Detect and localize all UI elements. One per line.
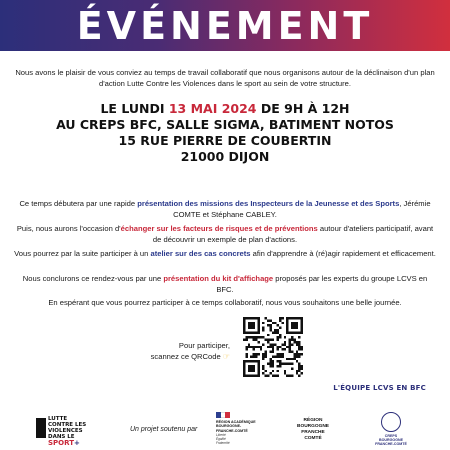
event-details: [0, 101, 450, 165]
french-flag-icon: [216, 412, 230, 418]
rep-motto2: Égalité: [216, 437, 226, 442]
creps-logo: [364, 412, 418, 447]
lcvs-logo-line2: CONTRE LES VIOLENCES: [48, 422, 87, 434]
rep-line2: BOURGOGNE-: [216, 424, 242, 429]
rep-line1: RÉGION ACADÉMIQUE: [216, 420, 256, 424]
header-banner: [0, 0, 450, 51]
event-venue: AU CREPS BFC, SALLE SIGMA, BATIMENT NOTOS: [56, 117, 394, 132]
paragraph-missions: [14, 199, 436, 220]
qr-code[interactable]: [243, 317, 303, 377]
paragraph-workshop-before: Vous pourrez par la suite participer à un: [14, 249, 151, 258]
paragraph-closing: En espérant que vous pourrez participer à ce temps collaboratif, nous vous souhaitons une belle journée.: [48, 298, 402, 307]
region-line1: RÉGION: [303, 418, 323, 423]
event-time: 9H À 12H: [284, 101, 350, 116]
event-date-mid: DE: [256, 101, 285, 116]
lcvs-logo-line3: DANS LE: [48, 434, 75, 440]
participate-line2-text: scannez ce QRCode: [150, 352, 221, 361]
paragraph-missions-highlight: présentation des missions des Inspecteurs de la Jeunesse et des Sports: [137, 199, 400, 208]
banner-title: ÉVÉNEMENT: [76, 3, 374, 48]
region-line3: FRANCHE: [301, 430, 325, 435]
lcvs-logo-sport: SPORT: [48, 439, 74, 447]
paragraph-workshop: [14, 249, 436, 260]
event-date: 13 MAI 2024: [168, 101, 257, 116]
paragraph-missions-after: , Jérémie COMTE et Stéphane CABLEY.: [173, 199, 431, 219]
region-line4: COMTÉ: [304, 436, 322, 441]
team-signature: L'ÉQUIPE LCVS EN BFC: [333, 384, 426, 392]
rep-motto1: Liberté: [216, 433, 226, 438]
paragraph-missions-before: Ce temps débutera par une rapide: [19, 199, 138, 208]
paragraph-kit-after: proposés par les experts du groupe LCVS en BFC.: [216, 274, 428, 294]
participate-text: [130, 340, 230, 362]
lcvs-logo-plus: +: [73, 439, 80, 447]
participate-line1: Pour participer,: [178, 341, 230, 350]
paragraph-exchange: [14, 224, 436, 245]
footer-logos: [0, 408, 450, 450]
event-street: 15 RUE PIERRE DE COUBERTIN: [118, 133, 332, 148]
creps-line2: BOURGOGNE: [379, 438, 403, 443]
pointing-hand-icon: ☞: [222, 352, 230, 361]
paragraph-workshop-after: afin d'apprendre à (ré)agir rapidement et efficacement.: [250, 249, 436, 258]
event-date-line: [0, 101, 450, 117]
paragraph-exchange-after: autour d'ateliers participatif, avant de découvrir un exemple de plan d'actions.: [152, 224, 434, 244]
event-city: 21000 DIJON: [180, 149, 270, 164]
lcvs-logo-mark: [36, 418, 46, 438]
lcvs-logo-text: [48, 416, 108, 447]
event-date-prefix: LE LUNDI: [100, 101, 169, 116]
supported-by-text: Un projet soutenu par: [130, 426, 198, 433]
participate-line2: [130, 351, 230, 362]
rep-line3: FRANCHE-COMTÉ: [216, 428, 248, 433]
paragraph-exchange-before: Puis, nous aurons l'occasion d': [16, 224, 121, 233]
creps-line3: FRANCHE-COMTÉ: [375, 442, 407, 447]
paragraph-kit: [14, 274, 436, 295]
paragraph-kit-highlight: présentation du kit d'affichage: [163, 274, 274, 283]
paragraph-workshop-highlight: atelier sur des cas concrets: [150, 249, 251, 258]
region-bfc-logo: [288, 418, 338, 442]
intro-paragraph: Nous avons le plaisir de vous conviez au temps de travail collaboratif que nous organisons autour de la déclinaison d'un plan d'action Lutte Contre les Violences dans le sport au sein de votre structure.: [15, 68, 435, 88]
paragraph-kit-before: Nous conclurons ce rendez-vous par une: [22, 274, 164, 283]
lcvs-logo: [36, 416, 106, 446]
paragraph-exchange-highlight: échanger sur les facteurs de risques et de préventions: [120, 224, 318, 233]
creps-emblem-icon: [381, 412, 401, 432]
lcvs-logo-line1: LUTTE: [48, 416, 68, 422]
region-academique-logo: [216, 412, 276, 448]
region-line2: BOURGOGNE: [297, 424, 329, 429]
rep-motto3: Fraternité: [216, 441, 230, 446]
creps-line1: CREPS: [384, 434, 398, 438]
